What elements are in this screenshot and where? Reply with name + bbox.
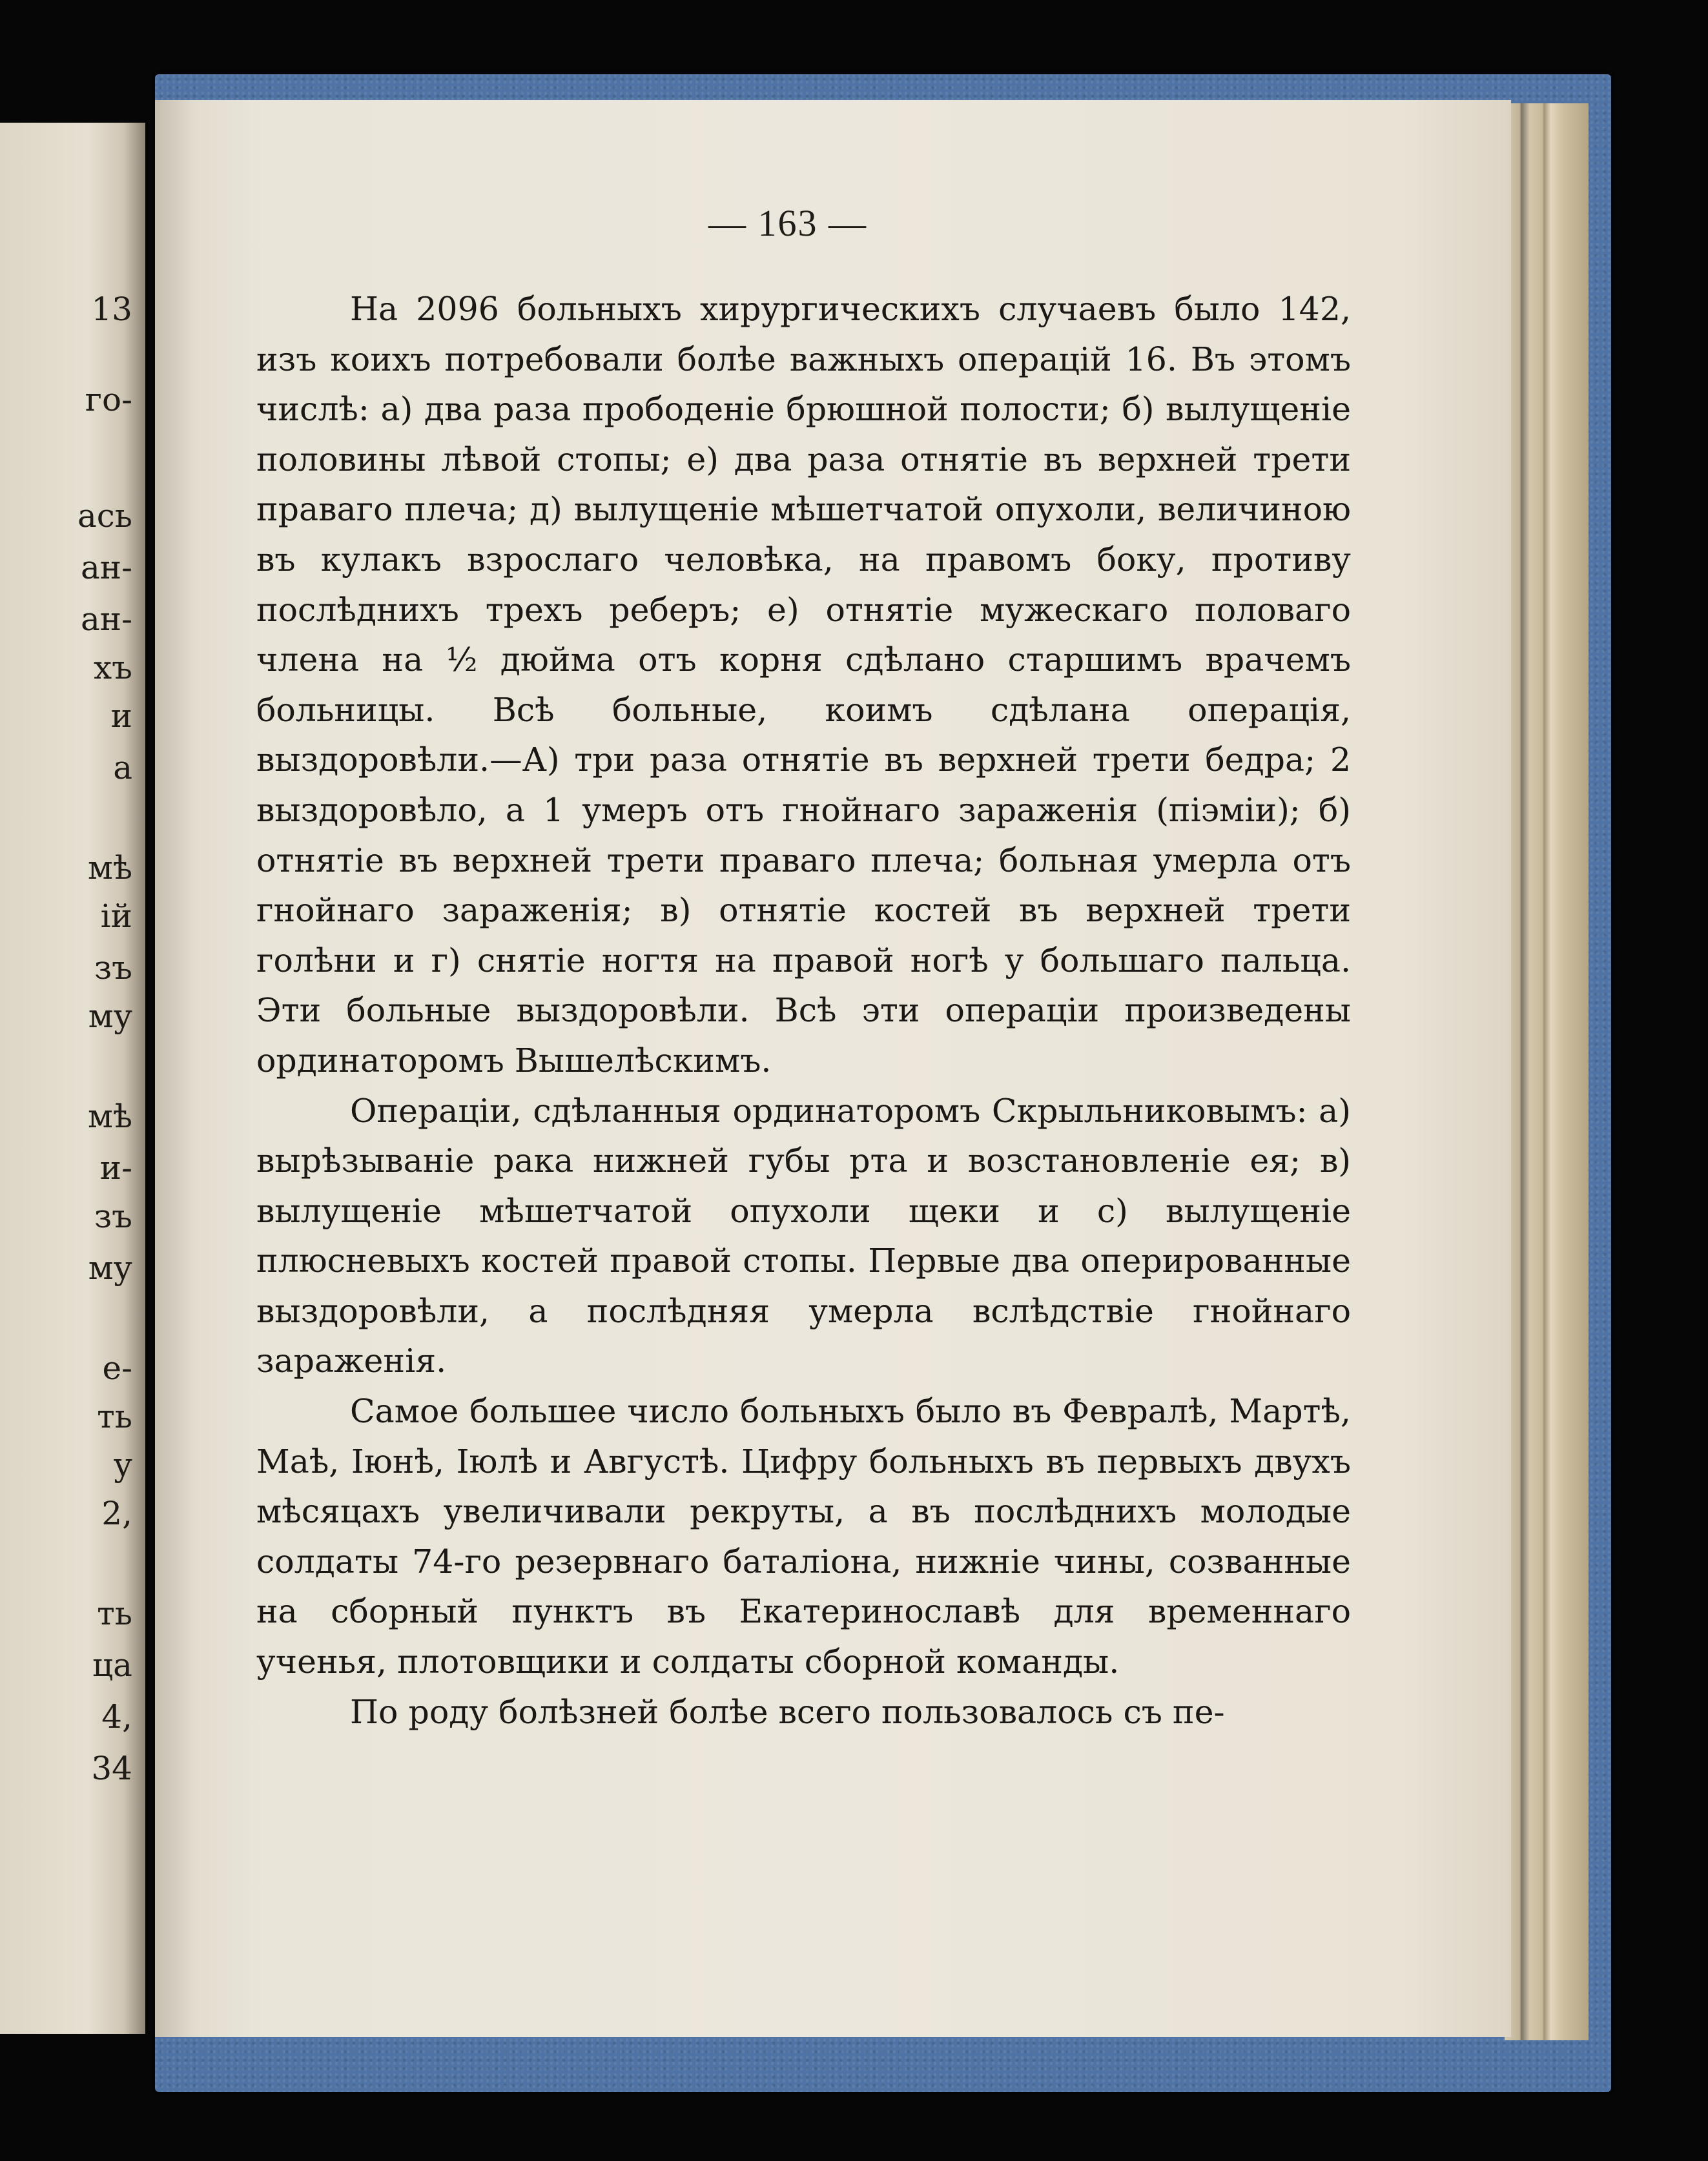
left-page-fragment: ан- [80, 600, 132, 638]
left-page-fragment: 34 [91, 1750, 132, 1787]
left-page-fragment: ан- [80, 549, 132, 586]
left-page-fragment: и- [99, 1149, 132, 1187]
paragraph: Самое большее число больныхъ было въ Февралѣ, Мартѣ, Маѣ, Іюнѣ, Іюлѣ и Августѣ. Цифру больныхъ въ первыхъ двухъ мѣсяцахъ увеличивали рекруты, а въ послѣднихъ молодые солдаты 74-го резервнаго баталіона, нижніе чины, созванные на сборный пунктъ въ Екатеринославѣ для временнаго ученья, плотовщики и солдаты сборной команды. [256, 1392, 1351, 1681]
left-page-fragment: а [113, 749, 132, 786]
left-page-fragment: ца [92, 1646, 132, 1684]
page-number: — 163 — [708, 202, 867, 244]
left-page-fragment: ть [97, 1398, 132, 1435]
left-page-fragment: 2, [101, 1495, 132, 1532]
left-page-fragment: ть [97, 1595, 132, 1632]
left-page-fragment: зъ [94, 949, 132, 987]
left-page-fragment: зъ [94, 1198, 132, 1235]
left-page-fragment: у [113, 1446, 132, 1484]
paragraph: На 2096 больныхъ хирургическихъ случаевъ было 142, изъ коихъ потребовали болѣе важныхъ операцій 16. Въ этомъ числѣ: а) два раза прободеніе брюшной полости; б) вылущеніе половины лѣвой стопы; е) два раза отнятіе въ верхней трети праваго плеча; д) вылущеніе мѣшетчатой опухоли, величиною въ кулакъ взрослаго человѣка, на правомъ боку, противу послѣднихъ трехъ реберъ; е) отнятіе мужескаго половаго члена на ½ дюйма отъ корня сдѣлано старшимъ врачемъ больницы. Всѣ больные, коимъ сдѣлана операція, выздоровѣли.—А) три раза отнятіе въ верхней трети бедра; 2 выздоровѣло, а 1 умеръ отъ гнойнаго зараженія (піэміи); б) отнятіе въ верхней трети праваго плеча; больная умерла отъ гнойнаго зараженія; в) отнятіе костей въ верхней трети голѣни и г) снятіе ногтя на правой ногѣ у большаго пальца. Эти больные выздоровѣли. Всѣ эти операціи произведены ординаторомъ Вышелѣскимъ. [256, 290, 1351, 1080]
left-page-fragment: е- [102, 1349, 132, 1387]
left-page-fragment: го- [85, 381, 132, 418]
left-page-fragment: му [88, 1249, 132, 1287]
left-page-fragment: мѣ [87, 1098, 132, 1135]
left-page-fragment: 4, [101, 1698, 132, 1736]
paragraph: Операціи, сдѣланныя ординаторомъ Скрыльниковымъ: а) вырѣзываніе рака нижней губы рта и возстановленіе ея; в) вылущеніе мѣшетчатой опухоли щеки и с) вылущеніе плюсневыхъ костей правой стопы. Первые два оперированные выздоровѣли, а послѣдняя умерла вслѣдствіе гнойнаго зараженія. [256, 1091, 1351, 1380]
left-page-fragment: му [88, 998, 132, 1035]
left-page-fragment: мѣ [87, 849, 132, 886]
paragraph: По роду болѣзней болѣе всего пользовалось съ пе- [350, 1692, 1225, 1731]
left-page-fragment: и [110, 697, 132, 735]
page-edges [1505, 103, 1589, 2040]
left-page-fragment: 13 [91, 291, 132, 328]
left-page-fragment: ій [100, 897, 132, 935]
left-page-fragment: хъ [93, 649, 132, 686]
left-page [0, 123, 145, 2034]
page-body [256, 284, 1351, 1737]
left-page-fragment: ась [77, 497, 132, 535]
